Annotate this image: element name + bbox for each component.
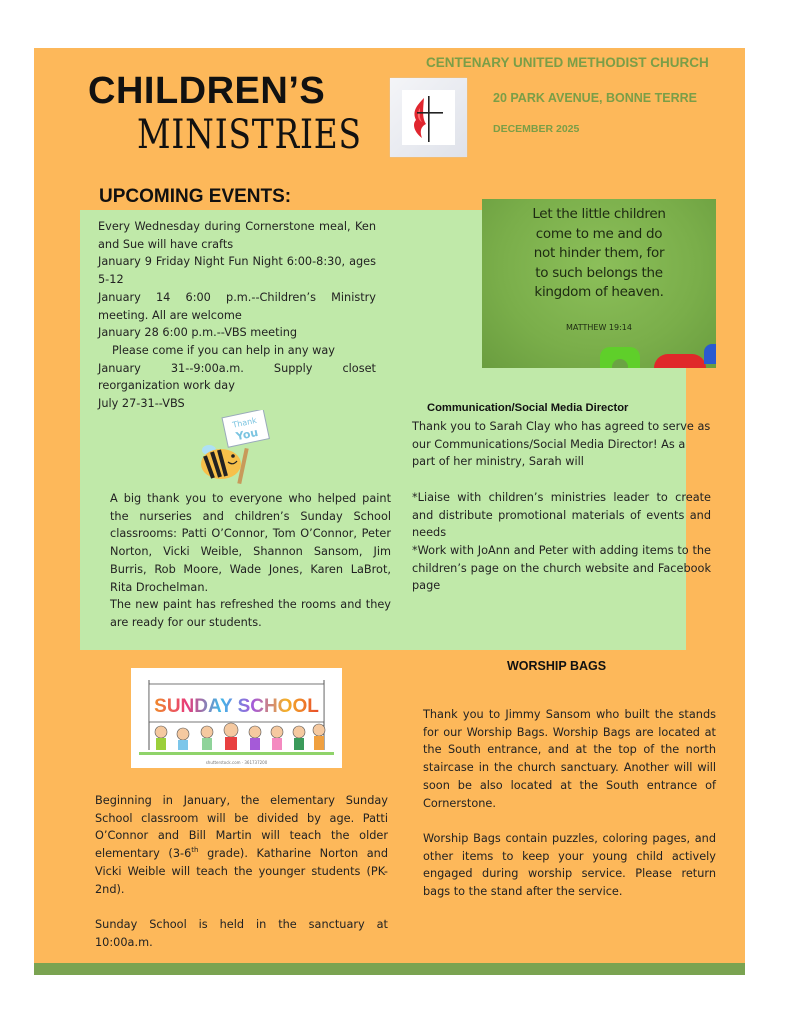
sunday-school-banner-image [131, 668, 342, 768]
verse-line: not hinder them, for [533, 245, 665, 261]
church-address: 20 PARK AVENUE, BONNE TERRE [493, 91, 697, 105]
newsletter-date: DECEMBER 2025 [493, 123, 580, 135]
cross-and-flame-icon [402, 90, 455, 145]
sunday-school-paragraph: Beginning in January, the elementary Sunday School classroom will be divided by age. Patti O’Connor and Bill Martin will teach the older elementary (3-6th grade). Katharine Norton and Vicki Weible will teach the younger students (PK-2nd). [95, 794, 388, 896]
verse-line: come to me and do [535, 225, 663, 242]
bee-holding-sign-icon [197, 410, 277, 485]
event-item: January 28 6:00 p.m.--VBS meeting [98, 326, 298, 340]
new-paint-paragraph: The new paint has refreshed the rooms and they are ready for our students. [110, 598, 391, 629]
kids-row [155, 723, 325, 750]
verse-line: to such belongs the [535, 264, 663, 281]
thank-you-paragraph: A big thank you to everyone who helped paint the nurseries and children’s Sunday School classrooms: Patti O’Connor, Tom O’Connor, Peter Norton, Vicki Weible, Shannon Sansom, Jim Burris, Rob Moore, Wade Jones, Karen LaBrot, Rita Drochelman. [110, 492, 391, 594]
verse-line: Let the little children [532, 206, 666, 222]
red-stool [654, 354, 706, 368]
upcoming-events-list [98, 218, 376, 413]
green-stool [600, 347, 640, 368]
sunday-school-kids-illustration [131, 668, 342, 768]
event-item: July 27-31--VBS [98, 397, 185, 411]
verse-reference: MATTHEW 19:14 [566, 323, 632, 332]
title-childrens: CHILDREN’S [88, 70, 326, 112]
event-item: January 9 Friday Night Fun Night 6:00-8:30, ages 5-12 [98, 255, 376, 287]
communication-intro: Thank you to Sarah Clay who has agreed to serve as our Communications/Social Media Director! As a part of her ministry, Sarah will [412, 420, 711, 469]
sign-line-1: Thank [231, 415, 258, 430]
verse-text [482, 205, 716, 303]
event-item: Every Wednesday during Cornerstone meal, Ken and Sue will have crafts [98, 220, 376, 251]
worship-bags-heading: WORSHIP BAGS [507, 659, 607, 673]
banner-text: SUNDAY SCHOOL [154, 696, 319, 717]
verse-line: kingdom of heaven. [534, 284, 664, 300]
worship-bags-section [423, 706, 716, 901]
blue-stool [704, 344, 716, 364]
sunday-school-time: Sunday School is held in the sanctuary at 10:00a.m. [95, 917, 388, 949]
worship-bags-paragraph: Thank you to Jimmy Sansom who built the stands for our Worship Bags. Worship Bags are located at the South entrance, and at the top of the north staircase in the church sanctuary. Another will will soon be also located at the South entrance of Cornerstone. [423, 708, 716, 810]
communication-bullet: *Liaise with children’s ministries leader to create and distribute promotional materials of events and needs [412, 490, 711, 540]
communication-section [412, 418, 711, 595]
communication-bullet: *Work with JoAnn and Peter with adding items to the children’s page on the church website and Facebook page [412, 543, 711, 593]
sign-line-2: You [234, 425, 260, 444]
upcoming-events-heading: UPCOMING EVENTS: [99, 186, 292, 207]
communication-heading: Communication/Social Media Director [427, 402, 629, 414]
event-item: January 14 6:00 p.m.--Children’s Ministry meeting. All are welcome [98, 290, 376, 322]
footer-bar [34, 963, 745, 975]
worship-bags-paragraph: Worship Bags contain puzzles, coloring pages, and other items to keep your young child actively engaged during worship service. Please return bags to the stand after the service. [423, 831, 716, 899]
church-name: CENTENARY UNITED METHODIST CHURCH [426, 55, 709, 70]
church-logo [390, 78, 467, 157]
title-ministries: MINISTRIES [137, 112, 362, 158]
event-item: Please come if you can help in any way [112, 343, 335, 357]
thank-you-paint-section [110, 490, 391, 632]
bible-verse-image [482, 199, 716, 368]
image-credit: shutterstock.com · 361737200 [205, 760, 268, 765]
thank-you-bee-illustration [197, 410, 277, 485]
event-item: January 31--9:00a.m. Supply closet reorganization work day [98, 361, 376, 393]
sunday-school-section [95, 792, 388, 951]
